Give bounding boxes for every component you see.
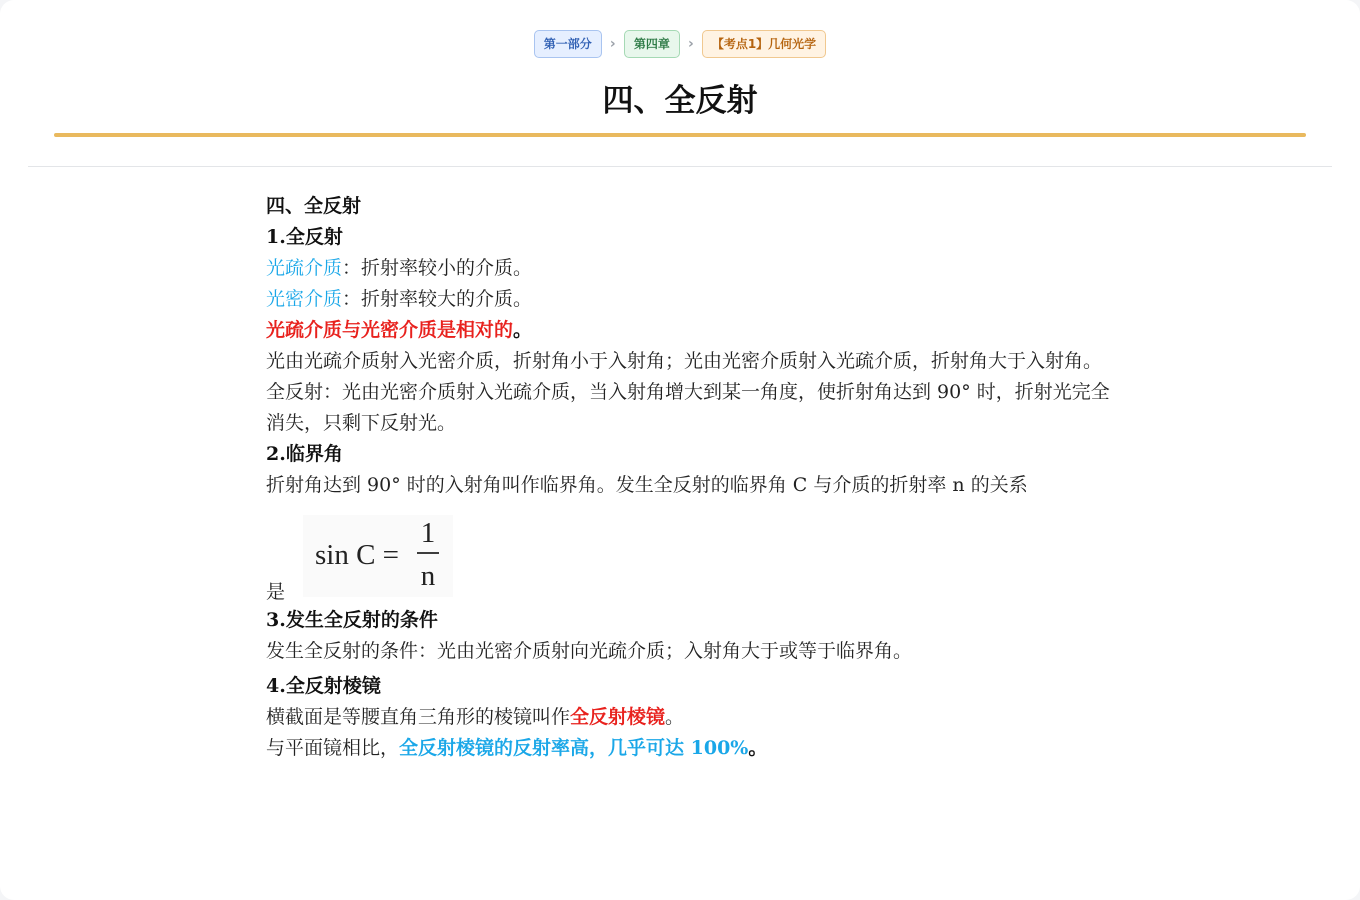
relative-note bbox=[266, 315, 1116, 346]
term-sparse-medium: 光疏介质 bbox=[266, 257, 343, 279]
prism-text: 横截面是等腰直角三角形的棱镜叫作 bbox=[266, 706, 571, 728]
is-word: 是 bbox=[266, 581, 286, 603]
breadcrumb-part[interactable]: 第一部分 bbox=[534, 30, 602, 58]
breadcrumb bbox=[0, 30, 1360, 58]
paragraph-prism bbox=[266, 702, 1116, 733]
relative-note-end: 。 bbox=[513, 319, 533, 341]
article-content bbox=[266, 191, 1116, 764]
section-heading-main: 四、全反射 bbox=[266, 195, 362, 217]
prism-end: 。 bbox=[665, 706, 685, 728]
section-heading-1: 1.全反射 bbox=[266, 226, 343, 248]
paragraph-total-reflection: 全反射：光由光密介质射入光疏介质，当入射角增大到某一角度，使折射角达到 90° 时，折射光完全消失，只剩下反射光。 bbox=[266, 381, 1110, 434]
breadcrumb-chapter[interactable]: 第四章 bbox=[624, 30, 680, 58]
compare-highlight: 全反射棱镜的反射率高，几乎可达 100% bbox=[399, 737, 749, 759]
chevron-right-icon: › bbox=[609, 36, 616, 52]
formula-numerator: 1 bbox=[420, 517, 436, 549]
page-title: 四、全反射 bbox=[602, 83, 758, 119]
compare-text: 与平面镜相比， bbox=[266, 737, 400, 759]
term-dense-medium: 光密介质 bbox=[266, 288, 343, 310]
paragraph-condition: 发生全反射的条件：光由光密介质射向光疏介质；入射角大于或等于临界角。 bbox=[266, 640, 913, 662]
section-heading-3: 3.发生全反射的条件 bbox=[266, 609, 438, 631]
formula-lhs: sin C = bbox=[315, 539, 400, 571]
definition-dense-medium bbox=[266, 284, 1116, 315]
definition-sparse-medium bbox=[266, 253, 1116, 284]
relative-note-highlight: 光疏介质与光密介质是相对的 bbox=[266, 319, 514, 341]
section-heading-4: 4.全反射棱镜 bbox=[266, 675, 381, 697]
chevron-right-icon: › bbox=[687, 36, 694, 52]
breadcrumb-topic[interactable]: 【考点1】几何光学 bbox=[702, 30, 826, 58]
formula-svg bbox=[303, 515, 453, 597]
term-prism: 全反射棱镜 bbox=[570, 706, 666, 728]
compare-end: 。 bbox=[748, 737, 768, 759]
formula-denominator: n bbox=[420, 560, 436, 592]
definition-text: ：折射率较大的介质。 bbox=[342, 288, 533, 310]
paragraph-refraction: 光由光疏介质射入光密介质，折射角小于入射角；光由光密介质射入光疏介质，折射角大于入射角。 bbox=[266, 350, 1103, 372]
paragraph-compare bbox=[266, 733, 1116, 764]
formula-image bbox=[303, 515, 453, 597]
formula-row bbox=[266, 501, 1116, 605]
section-heading-2: 2.临界角 bbox=[266, 443, 343, 465]
title-underline bbox=[54, 133, 1306, 137]
paragraph-critical-angle: 折射角达到 90° 时的入射角叫作临界角。发生全反射的临界角 C 与介质的折射率 n 的关系 bbox=[266, 474, 1028, 496]
section-divider bbox=[28, 166, 1332, 167]
definition-text: ：折射率较小的介质。 bbox=[342, 257, 533, 279]
